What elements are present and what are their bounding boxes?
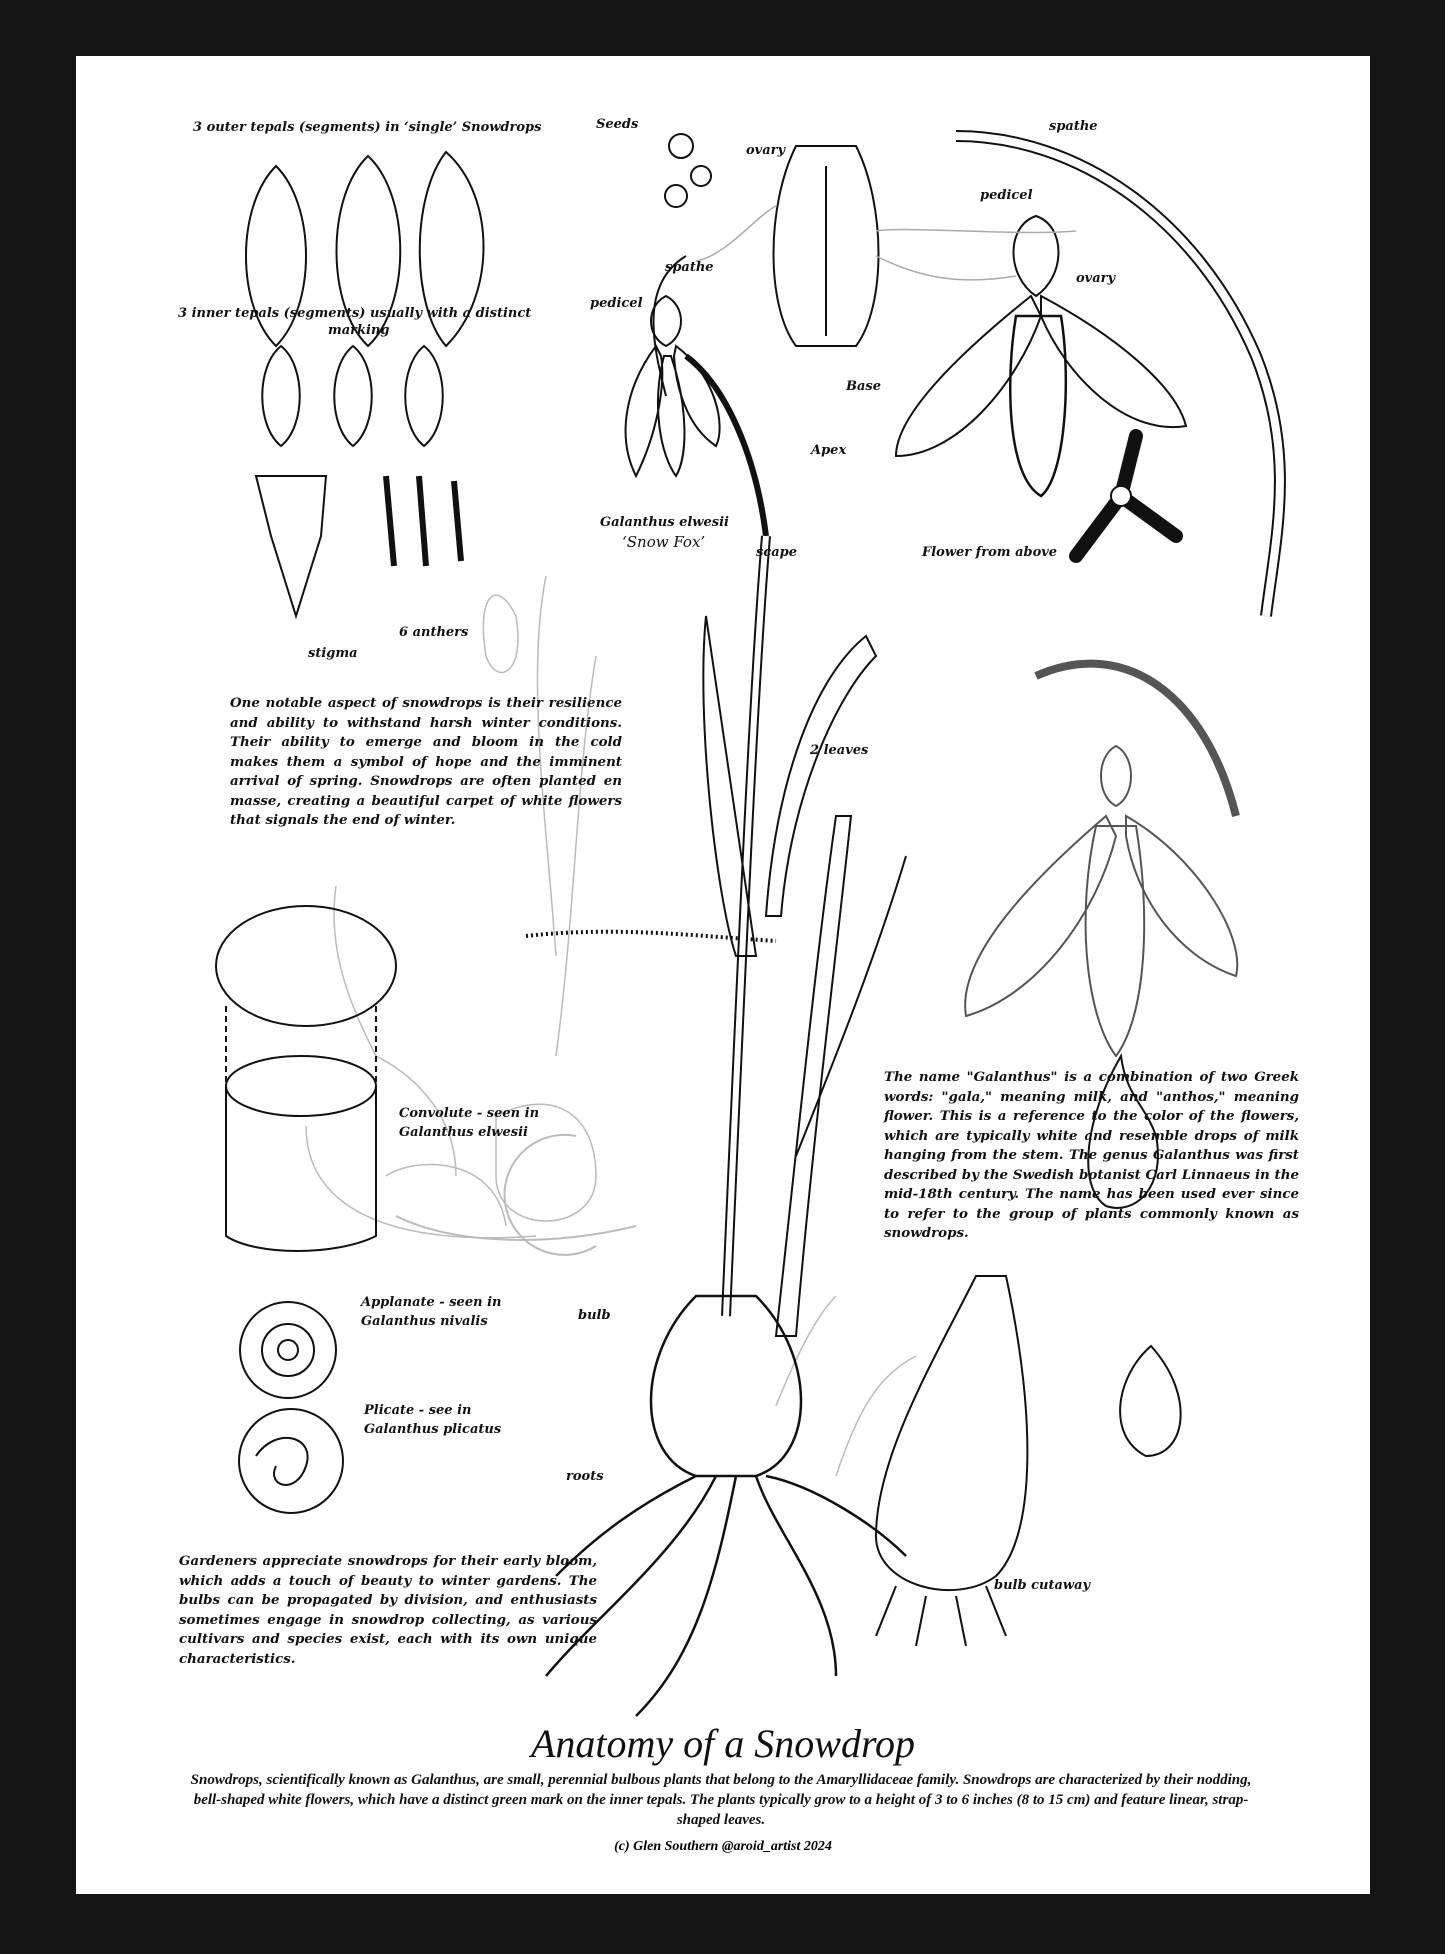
label-ovary-top: ovary [746,143,786,158]
label-flower-from-above: Flower from above [922,545,1058,560]
label-inner-tepals-2: marking [328,323,390,338]
small-flower-drawing [626,256,766,536]
label-scape: scape [756,545,798,560]
label-roots: roots [566,1469,604,1484]
label-spathe-small: spathe [665,260,714,275]
paragraph-resilience: One notable aspect of snowdrops is their resilience and ability to withstand harsh winter conditions. Their ability to emerge and bloom in the cold makes them a symbol of hope and the imminent arrival of spring. Snowdrops are often planted en masse, creating a beautiful carpet of white flowers that signals the end of winter. [230,695,622,828]
label-plicate-species: Galanthus plicatus [364,1422,502,1437]
label-cultivar-name: ‘Snow Fox’ [622,533,706,551]
label-convolute-species: Galanthus elwesii [399,1125,528,1140]
paragraph-name-origin: The name "Galanthus" is a combination of two Greek words: "gala," meaning milk, and "anthos," meaning flower. This is a reference to the color of the flowers, which are typically white and resemble drops of milk hanging from the stem. The genus Galanthus was first described by the Swedish botanist Carl Linnaeus in the mid-18th century. The name has been used ever since to refer to the group of plants commonly known as snowdrops. [884,1069,1299,1241]
copyright-credit: (c) Glen Southern @aroid_artist 2024 [614,1839,832,1854]
poster [76,56,1370,1894]
stigma-drawing [256,476,326,616]
label-pedicel-small: pedicel [590,296,643,311]
label-spathe-right: spathe [1049,119,1098,134]
label-inner-tepals: 3 inner tepals (segments) usually with a distinct [178,306,532,321]
label-stigma: stigma [308,646,358,661]
inner-tepals-drawing [262,346,443,446]
label-species-name: Galanthus elwesii [600,515,729,530]
right-flower-drawing [965,664,1237,1056]
label-applanate-species: Galanthus nivalis [361,1314,488,1329]
convolute-bulb-drawing [216,906,636,1255]
seeds-drawing [665,134,711,207]
poster-description: Snowdrops, scientifically known as Galanthus, are small, perennial bulbous plants that belong to the Amaryllidaceae family. Snowdrops are characterized by their nodding, bell-shaped white flowers, which have a distinct green mark on the inner tepals. The plants typically grow to a height of 3 to 6 inches (8 to 15 cm) and feature linear, strap-shaped leaves. [190,1772,1252,1828]
label-plicate: Plicate - see in [364,1403,472,1418]
label-seeds: Seeds [596,117,639,132]
label-pedicel-right: pedicel [980,188,1033,203]
poster-title: Anatomy of a Snowdrop [530,1721,916,1766]
label-base: Base [846,379,882,394]
paragraph-gardeners: Gardeners appreciate snowdrops for their early bloom, which adds a touch of beauty to winter gardens. The bulbs can be propagated by division, and enthusiasts sometimes engage in snowdrop collecting, as various cultivars and species exist, each with its own unique characteristics. [179,1553,597,1667]
label-anthers: 6 anthers [399,625,469,640]
label-bulb-cutaway: bulb cutaway [994,1578,1091,1593]
label-bulb: bulb [578,1308,611,1323]
label-applanate: Applanate - seen in [361,1295,502,1310]
label-outer-tepals: 3 outer tepals (segments) in ‘single’ Snowdrops [193,120,542,135]
anthers-drawing [386,476,461,566]
applanate-diagram [240,1302,336,1398]
label-apex: Apex [811,443,847,458]
label-two-leaves: 2 leaves [810,743,869,758]
label-convolute: Convolute - seen in [399,1106,540,1121]
label-ovary-right: ovary [1076,271,1116,286]
large-flower-drawing [896,136,1280,616]
plicate-diagram [239,1409,343,1513]
leader-lines [696,206,1076,280]
ovary-cross-section [774,146,879,346]
